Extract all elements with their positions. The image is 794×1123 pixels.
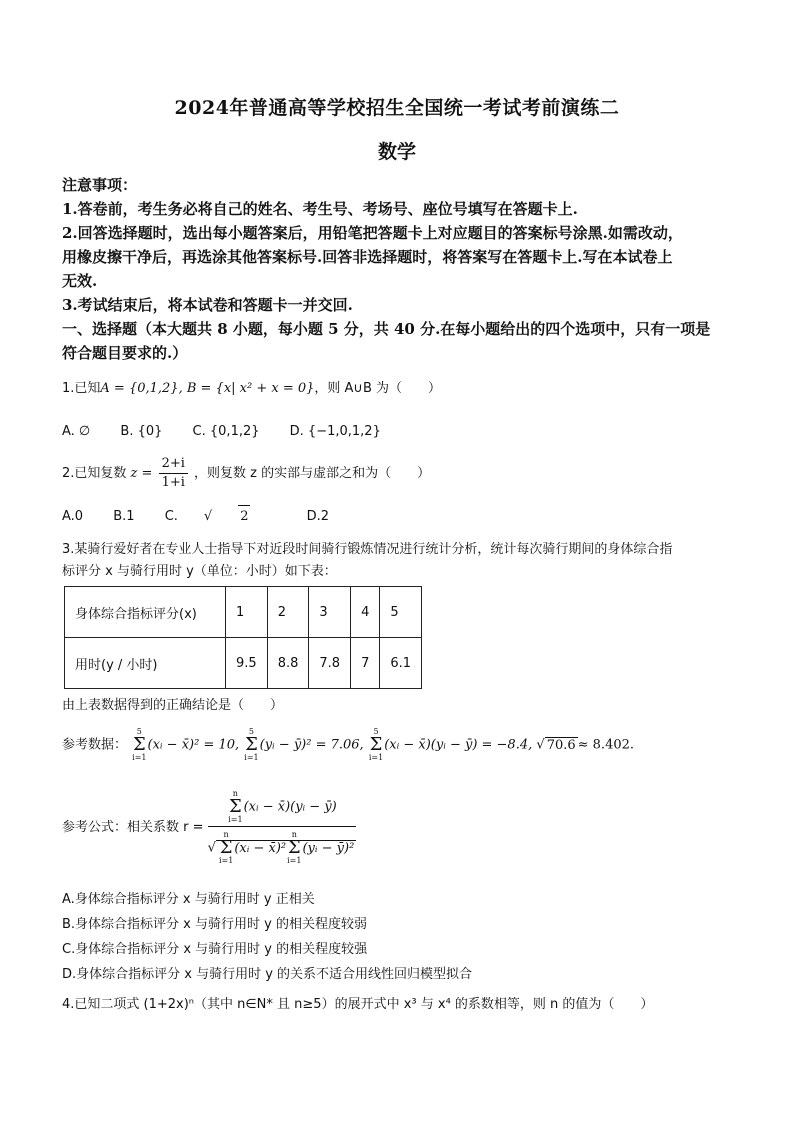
formula-denominator-text-2: (yᵢ − ȳ)² xyxy=(302,840,355,856)
q3-line-1: 3.某骑行爱好者在专业人士指导下对近段时间骑行锻炼情况进行统计分析，统计每次骑行期间的身体综合指 xyxy=(62,542,673,557)
sigma-symbol: 5 Σ i=1 xyxy=(244,727,259,762)
notes-item-2-line-3: 无效. xyxy=(62,272,98,290)
sigma-symbol: n Σ i=1 xyxy=(287,830,302,865)
q3-ref-data-2: (yᵢ − ȳ)² = 7.06, xyxy=(259,737,364,753)
q2-z: z = xyxy=(130,466,153,481)
question-4: 4.已知二项式 (1+2x)ⁿ（其中 n∈N* 且 n≥5）的展开式中 x³ 与 x⁴ 的系数相等，则 n 的值为（ ） xyxy=(62,997,654,1012)
notes-item-1: 1.答卷前，考生务必将自己的姓名、考生号、考场号、座位号填写在答题卡上. xyxy=(62,200,578,218)
q3-ref-data-5: ≈ 8.402. xyxy=(577,737,635,753)
q3-row-2-label: 用时(y / 小时) xyxy=(65,638,226,689)
table-row xyxy=(65,638,422,689)
q3-row-1-cell: 3 xyxy=(309,587,351,638)
formula-denominator-text-1: (xᵢ − x̄)² xyxy=(234,840,287,856)
q3-row-2-cell: 9.5 xyxy=(226,638,268,689)
q3-reference-data: 参考数据： 5 Σ i=1 (xᵢ − x̄)² = 10, 5 Σ i=1 (yᵢ − ȳ)² = 7.06, 5 Σ i=1 (xᵢ − x̄)(yᵢ − ȳ) = −8.4, √ 70.6 ≈ 8.402. xyxy=(62,727,635,762)
q3-ref-data-label: 参考数据： xyxy=(62,737,128,753)
q3-reference-formula xyxy=(62,790,732,865)
question-3-stem xyxy=(62,539,732,583)
q3-row-2-cell: 6.1 xyxy=(380,638,422,689)
formula-denominator: √ n Σ i=1 (xᵢ − x̄)² n Σ i=1 (yᵢ − ȳ)² xyxy=(207,830,355,865)
q2-option-c-radicand: 2 xyxy=(238,505,250,528)
q3-row-2-cell: 8.8 xyxy=(267,638,309,689)
q3-ref-data-3: (xᵢ − x̄)(yᵢ − ȳ) = −8.4, xyxy=(384,737,533,753)
q3-row-1-cell: 4 xyxy=(351,587,380,638)
q2-numerator: 2+i xyxy=(159,455,188,474)
q2-option-b: B.1 xyxy=(113,509,135,524)
q1-set-b: , B = {x| x² + x = 0} xyxy=(178,381,315,396)
sigma-symbol: 5 Σ i=1 xyxy=(132,727,147,762)
q3-option-d: D.身体综合指标评分 x 与骑行用时 y 的关系不适合用线性回归模型拟合 xyxy=(62,967,473,982)
q3-option-a: A.身体综合指标评分 x 与骑行用时 y 正相关 xyxy=(62,892,315,907)
notes-item-2-line-1: 2.回答选择题时，选出每小题答案后，用铅笔把答题卡上对应题目的答案标号涂黑.如需改动， xyxy=(62,224,683,242)
q1-prefix: 1.已知 xyxy=(62,381,101,396)
q3-line-2: 标评分 x 与骑行用时 y（单位：小时）如下表： xyxy=(62,564,337,579)
q1-option-a: A. ∅ xyxy=(62,424,91,439)
q3-option-b: B.身体综合指标评分 x 与骑行用时 y 的相关程度较弱 xyxy=(62,917,367,932)
exam-title: 2024年普通高等学校招生全国统一考试考前演练二 xyxy=(174,97,620,119)
q3-ref-data-4: 70.6 xyxy=(546,737,576,753)
sigma-symbol: n Σ i=1 xyxy=(218,830,234,865)
q3-row-2-cell: 7 xyxy=(351,638,380,689)
q2-option-a: A.0 xyxy=(62,509,84,524)
q1-suffix: ，则 A∪B 为（ ） xyxy=(314,381,441,396)
q3-ref-data-1: (xᵢ − x̄)² = 10, xyxy=(147,737,240,753)
q3-row-1-cell: 5 xyxy=(380,587,422,638)
q1-options xyxy=(62,421,732,443)
notes-section xyxy=(62,173,732,365)
q2-fraction xyxy=(159,455,188,492)
question-1 xyxy=(62,378,732,400)
section-1-heading-line-1: 一、选择题（本大题共 8 小题，每小题 5 分，共 40 分.在每小题给出的四个选项中，只有一项是 xyxy=(62,320,711,338)
q3-row-1-cell: 2 xyxy=(267,587,309,638)
q3-row-1-label: 身体综合指标评分(x) xyxy=(65,587,226,638)
q2-options xyxy=(62,505,732,528)
q2-option-d: D.2 xyxy=(306,509,330,524)
notes-item-2-line-2: 用橡皮擦干净后，再选涂其他答案标号.回答非选择题时，将答案写在答题卡上.写在本试卷上 xyxy=(62,248,673,266)
notes-item-3: 3.考试结束后，将本试卷和答题卡一并交回. xyxy=(62,296,353,314)
q1-option-b: B. {0} xyxy=(120,424,163,439)
q2-suffix: ，则复数 z 的实部与虚部之和为（ ） xyxy=(194,466,431,481)
q3-row-1-cell: 1 xyxy=(226,587,268,638)
q3-ref-formula-label: 参考公式：相关系数 r = xyxy=(62,820,204,835)
q1-set-a: A = {0,1,2} xyxy=(100,381,179,396)
q2-denominator: 1+i xyxy=(161,475,185,490)
q3-options xyxy=(62,887,732,987)
question-2 xyxy=(62,455,732,492)
formula-numerator-text: (xᵢ − x̄)(yᵢ − ȳ) xyxy=(243,799,337,815)
formula-numerator xyxy=(208,790,357,827)
q3-data-table xyxy=(64,586,422,689)
subject-title: 数学 xyxy=(377,141,416,163)
q2-prefix: 2.已知复数 xyxy=(62,466,127,481)
q1-option-d: D. {−1,0,1,2} xyxy=(289,424,381,439)
q2-option-c: C. √ 2 xyxy=(165,505,277,528)
q3-row-2-cell: 7.8 xyxy=(309,638,351,689)
section-1-heading-line-2: 符合题目要求的.） xyxy=(62,344,188,362)
table-row xyxy=(65,587,422,638)
q3-option-c: C.身体综合指标评分 x 与骑行用时 y 的相关程度较强 xyxy=(62,942,368,957)
notes-heading: 注意事项： xyxy=(62,176,138,194)
sigma-symbol: 5 Σ i=1 xyxy=(368,727,384,762)
q2-option-c-label: C. xyxy=(164,509,178,524)
sigma-symbol: n Σ i=1 xyxy=(228,789,243,824)
q3-after-table: 由上表数据得到的正确结论是（ ） xyxy=(62,698,284,713)
q1-option-c: C. {0,1,2} xyxy=(192,424,260,439)
correlation-formula xyxy=(208,790,357,865)
